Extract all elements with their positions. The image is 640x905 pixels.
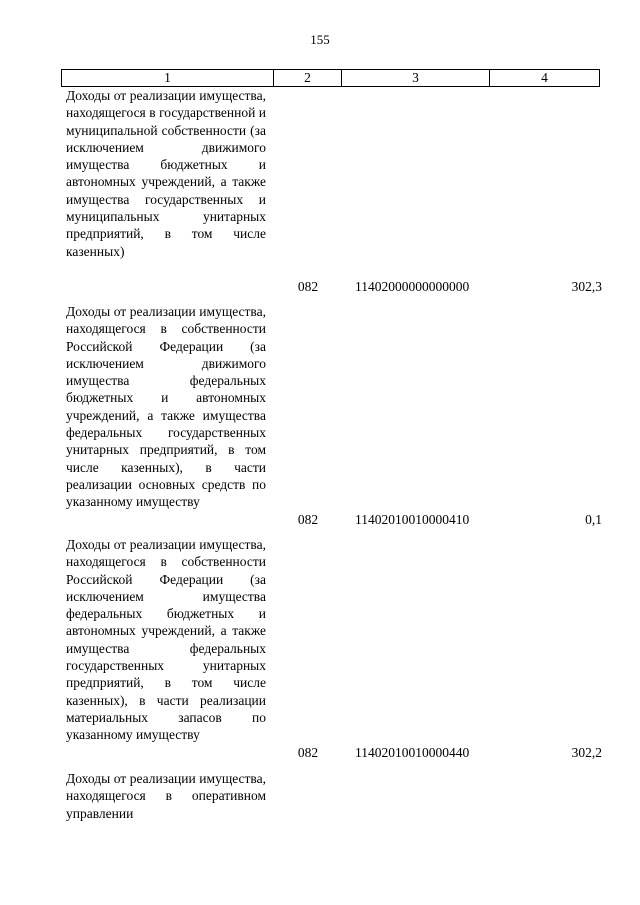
header-col-1: 1 [62,70,274,86]
table-header [61,69,600,87]
row-kbk-code: 11402010010000440 [355,745,470,760]
row-amount: 302,3 [571,279,602,294]
row-amount: 302,2 [571,745,602,760]
row-amount: 0,1 [585,512,602,527]
row-admin-code: 082 [297,279,319,294]
header-col-4: 4 [541,70,548,85]
row-kbk-code: 11402000000000000 [355,279,470,294]
row-admin-code: 082 [297,745,319,760]
row-admin-code: 082 [297,512,319,527]
row-kbk-code: 11402010010000410 [355,512,470,527]
row-description: Доходы от реализации имущества, находящегося в государственной и муниципальной собственности (за исключением движимого имущества бюджетных и автономных учреждений, а также имущества государственных и муниципальных унитарных предприятий, в том числе казенных) [66,88,266,259]
row-description: Доходы от реализации имущества, находящегося в собственности Российской Федерации (за исключением движимого имущества федеральных бюджетных и автономных учреждений, а также имущества федеральных государственных унитарных предприятий, в том числе казенных), в части реализации основных средств по указанному имуществу [66,304,266,510]
header-col-2: 2 [274,70,342,86]
header-col-3: 3 [342,70,490,86]
page-number: 155 [310,32,330,47]
row-description: Доходы от реализации имущества, находящегося в собственности Российской Федерации (за исключением имущества федеральных бюджетных и автономных учреждений, а также имущества федеральных государственных унитарных предприятий, в том числе казенных), в части реализации материальных запасов по указанному имуществу [66,537,266,743]
row-description: Доходы от реализации имущества, находящегося в оперативном управлении [66,771,266,821]
